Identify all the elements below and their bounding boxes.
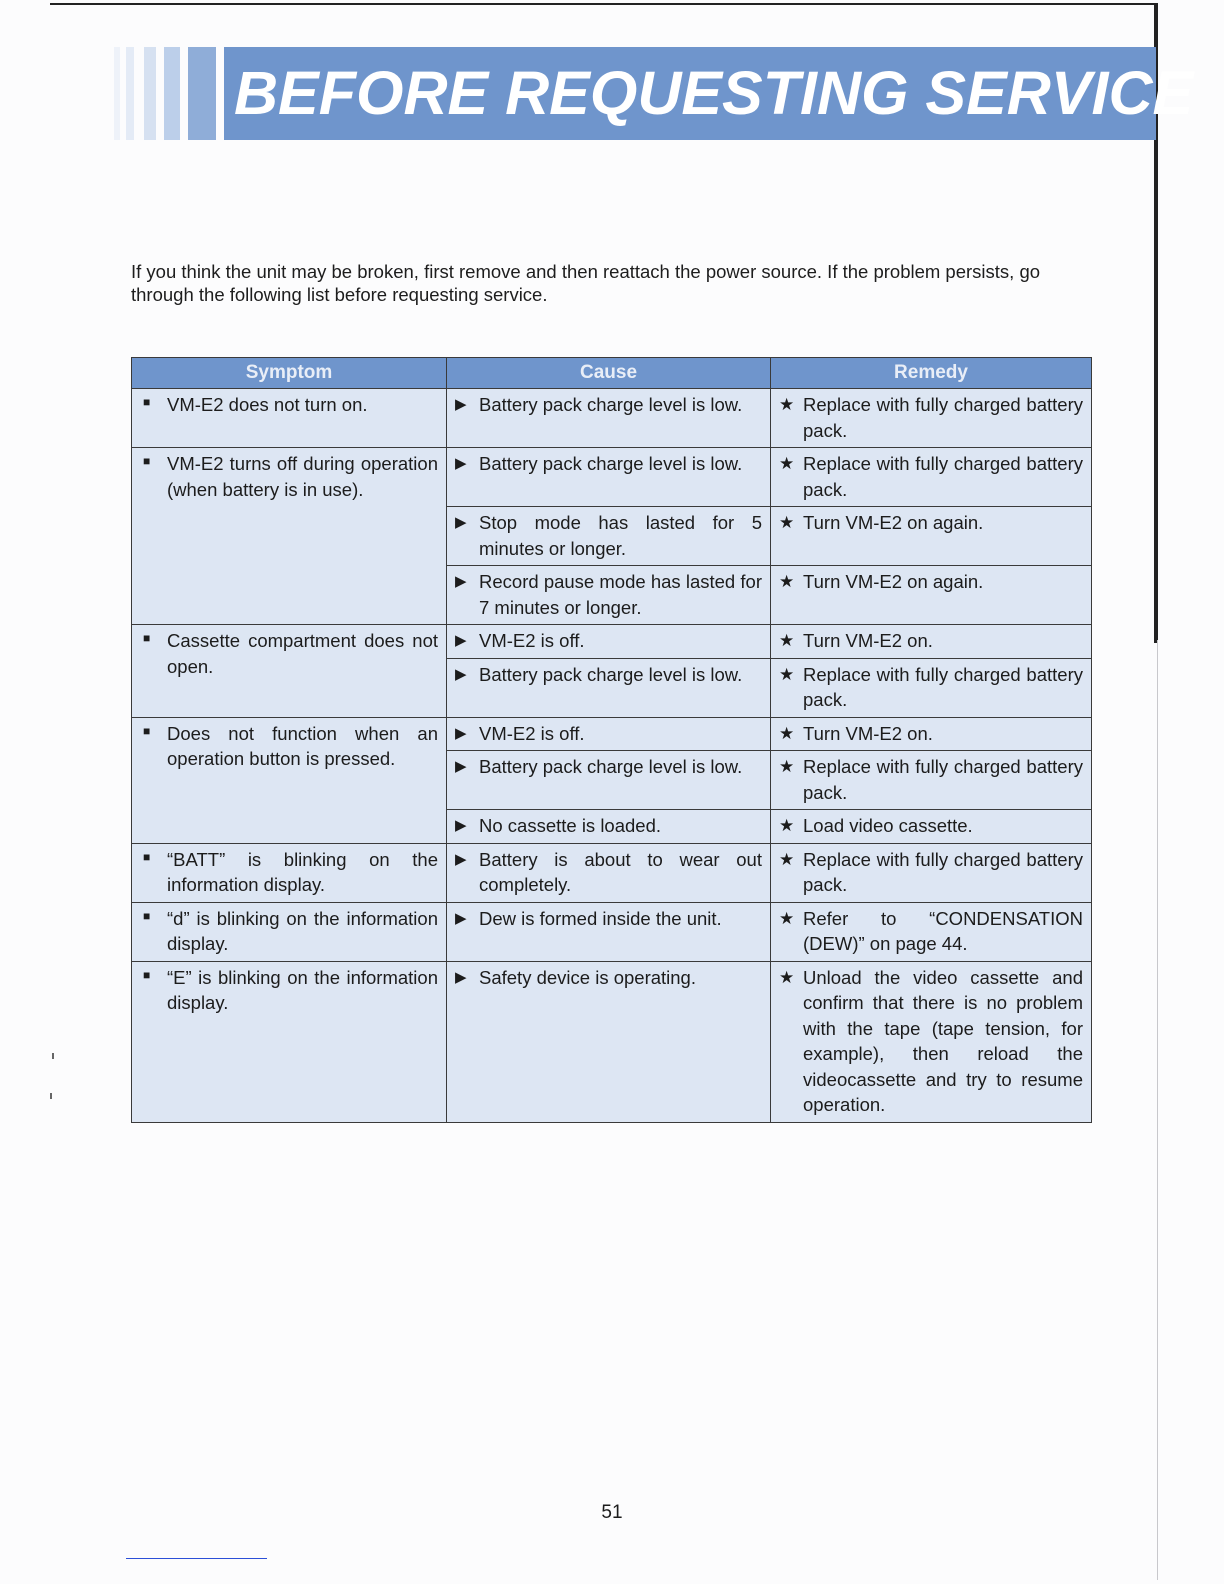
symptom-text-item — [140, 451, 438, 502]
header-cause: Cause — [447, 358, 771, 389]
cause-cell — [447, 717, 771, 751]
remedy-text-item — [779, 662, 1083, 713]
margin-mark — [52, 1053, 54, 1059]
cause-text: Dew is formed inside the unit. — [479, 907, 722, 929]
star-bullet-icon: ★ — [779, 664, 795, 684]
cause-text-item — [455, 906, 762, 932]
remedy-cell — [771, 751, 1092, 810]
symptom-text-item — [140, 847, 438, 898]
star-bullet-icon: ★ — [779, 908, 795, 928]
cause-text: Safety device is operating. — [479, 966, 696, 988]
arrow-bullet-icon: ▶ — [455, 817, 467, 834]
symptom-text: “BATT” is blinking on the information display. — [167, 848, 438, 895]
arrow-bullet-icon: ▶ — [455, 665, 467, 683]
symptom-text: “E” is blinking on the information display. — [167, 966, 438, 1013]
remedy-text: Turn VM-E2 on. — [803, 630, 933, 651]
symptom-cell — [132, 448, 447, 625]
remedy-text: Replace with fully charged battery pack. — [803, 453, 1083, 500]
remedy-cell — [771, 389, 1092, 448]
remedy-text-item — [779, 721, 1083, 747]
star-bullet-icon: ★ — [779, 631, 795, 650]
symptom-text: VM-E2 does not turn on. — [167, 394, 368, 415]
symptom-text: Cassette compartment does not open. — [167, 630, 438, 677]
remedy-cell — [771, 902, 1092, 961]
cause-text-item — [455, 510, 762, 561]
cause-cell — [447, 507, 771, 566]
star-bullet-icon: ★ — [779, 572, 795, 591]
arrow-bullet-icon: ▶ — [455, 573, 467, 590]
table-row — [132, 843, 1092, 902]
star-bullet-icon: ★ — [779, 723, 795, 743]
remedy-cell — [771, 625, 1092, 659]
symptom-text-item — [140, 628, 438, 679]
cause-cell — [447, 810, 771, 844]
star-bullet-icon: ★ — [779, 849, 795, 869]
remedy-text: Unload the video cassette and confirm that there is no problem with the tape (tape tension, for example), then reload the videocassette and try to resume operation. — [803, 966, 1083, 1115]
arrow-bullet-icon: ▶ — [455, 514, 467, 531]
symptom-text-item — [140, 392, 438, 418]
cause-text-item — [455, 662, 762, 688]
cause-cell — [447, 658, 771, 717]
star-bullet-icon: ★ — [779, 395, 795, 414]
remedy-text: Turn VM-E2 on again. — [803, 512, 984, 533]
star-bullet-icon: ★ — [779, 757, 795, 776]
cause-cell — [447, 843, 771, 902]
remedy-text-item — [779, 754, 1083, 805]
remedy-text-item — [779, 906, 1083, 957]
star-bullet-icon: ★ — [779, 454, 795, 473]
arrow-bullet-icon: ▶ — [455, 909, 467, 927]
table-row — [132, 717, 1092, 751]
table-header-row — [132, 358, 1092, 389]
right-edge-rule-faint — [1157, 640, 1158, 1580]
remedy-text: Replace with fully charged battery pack. — [803, 756, 1083, 803]
table-body — [132, 389, 1092, 1123]
remedy-text-item — [779, 392, 1083, 443]
remedy-text-item — [779, 510, 1083, 536]
arrow-bullet-icon: ▶ — [455, 632, 467, 649]
square-bullet-icon: ■ — [143, 967, 151, 982]
symptom-text: Does not function when an operation button is pressed. — [167, 722, 438, 769]
remedy-text: Turn VM-E2 on again. — [803, 571, 984, 592]
header-symptom: Symptom — [132, 358, 447, 389]
remedy-text-item — [779, 847, 1083, 898]
remedy-text: Replace with fully charged battery pack. — [803, 394, 1083, 441]
cause-text-item — [455, 392, 762, 418]
footer-link-rule — [126, 1558, 267, 1559]
arrow-bullet-icon: ▶ — [455, 724, 467, 742]
remedy-text-item — [779, 813, 1083, 839]
symptom-text-item — [140, 721, 438, 772]
square-bullet-icon: ■ — [143, 454, 151, 468]
square-bullet-icon: ■ — [143, 395, 151, 409]
remedy-text: Replace with fully charged battery pack. — [803, 663, 1083, 710]
cause-cell — [447, 389, 771, 448]
cause-text: Stop mode has lasted for 5 minutes or longer. — [479, 512, 762, 559]
symptom-text: “d” is blinking on the information display. — [167, 907, 438, 954]
remedy-cell — [771, 961, 1092, 1122]
margin-mark — [50, 1093, 52, 1099]
cause-text: Battery pack charge level is low. — [479, 453, 743, 474]
cause-text: VM-E2 is off. — [479, 722, 585, 744]
cause-cell — [447, 448, 771, 507]
cause-text-item — [455, 721, 762, 747]
remedy-cell — [771, 717, 1092, 751]
remedy-text-item — [779, 569, 1083, 595]
arrow-bullet-icon: ▶ — [455, 968, 467, 986]
arrow-bullet-icon: ▶ — [455, 396, 467, 413]
symptom-cell — [132, 625, 447, 718]
symptom-cell — [132, 843, 447, 902]
table-row — [132, 961, 1092, 1122]
remedy-text: Replace with fully charged battery pack. — [803, 848, 1083, 895]
remedy-text-item — [779, 965, 1083, 1118]
cause-text: Battery pack charge level is low. — [479, 663, 743, 685]
star-bullet-icon: ★ — [779, 816, 795, 835]
remedy-cell — [771, 448, 1092, 507]
remedy-cell — [771, 658, 1092, 717]
cause-cell — [447, 902, 771, 961]
square-bullet-icon: ■ — [143, 908, 151, 923]
cause-text: No cassette is loaded. — [479, 815, 662, 836]
cause-text: Battery is about to wear out completely. — [479, 848, 762, 895]
intro-paragraph: If you think the unit may be broken, first remove and then reattach the power source. If the problem persists, go through the following list before requesting service. — [131, 261, 1041, 305]
cause-text-item — [455, 847, 762, 898]
cause-text-item — [455, 754, 762, 780]
symptom-cell — [132, 389, 447, 448]
cause-text-item — [455, 965, 762, 991]
cause-text: Battery pack charge level is low. — [479, 394, 743, 415]
table-row — [132, 389, 1092, 448]
cause-text: Record pause mode has lasted for 7 minutes or longer. — [479, 571, 762, 618]
symptom-cell — [132, 717, 447, 843]
arrow-bullet-icon: ▶ — [455, 758, 467, 775]
remedy-cell — [771, 843, 1092, 902]
arrow-bullet-icon: ▶ — [455, 850, 467, 868]
square-bullet-icon: ■ — [143, 631, 151, 645]
symptom-cell — [132, 961, 447, 1122]
cause-cell — [447, 961, 771, 1122]
symptom-text-item — [140, 906, 438, 957]
symptom-text: VM-E2 turns off during operation (when battery is in use). — [167, 453, 438, 500]
cause-text: VM-E2 is off. — [479, 630, 585, 651]
top-rule — [50, 3, 1156, 5]
arrow-bullet-icon: ▶ — [455, 455, 467, 472]
remedy-cell — [771, 507, 1092, 566]
square-bullet-icon: ■ — [143, 723, 151, 738]
table-row — [132, 448, 1092, 507]
remedy-text-item — [779, 628, 1083, 654]
cause-cell — [447, 625, 771, 659]
square-bullet-icon: ■ — [143, 849, 151, 864]
cause-cell — [447, 751, 771, 810]
cause-text-item — [455, 628, 762, 654]
cause-text-item — [455, 569, 762, 620]
symptom-cell — [132, 902, 447, 961]
troubleshooting-table — [131, 357, 1092, 1123]
table-row — [132, 625, 1092, 659]
symptom-text-item — [140, 965, 438, 1016]
star-bullet-icon: ★ — [779, 967, 795, 987]
cause-text: Battery pack charge level is low. — [479, 756, 743, 777]
remedy-text: Turn VM-E2 on. — [803, 722, 933, 744]
remedy-cell — [771, 566, 1092, 625]
star-bullet-icon: ★ — [779, 513, 795, 532]
page-number: 51 — [601, 1502, 623, 1523]
table-row — [132, 902, 1092, 961]
page-title: BEFORE REQUESTING SERVICE — [224, 47, 1156, 140]
remedy-text: Load video cassette. — [803, 815, 973, 836]
remedy-text-item — [779, 451, 1083, 502]
header-remedy: Remedy — [771, 358, 1092, 389]
banner-stripes — [114, 47, 224, 140]
cause-cell — [447, 566, 771, 625]
cause-text-item — [455, 813, 762, 839]
cause-text-item — [455, 451, 762, 477]
remedy-text: Refer to “CONDENSATION (DEW)” on page 44. — [803, 907, 1083, 954]
remedy-cell — [771, 810, 1092, 844]
